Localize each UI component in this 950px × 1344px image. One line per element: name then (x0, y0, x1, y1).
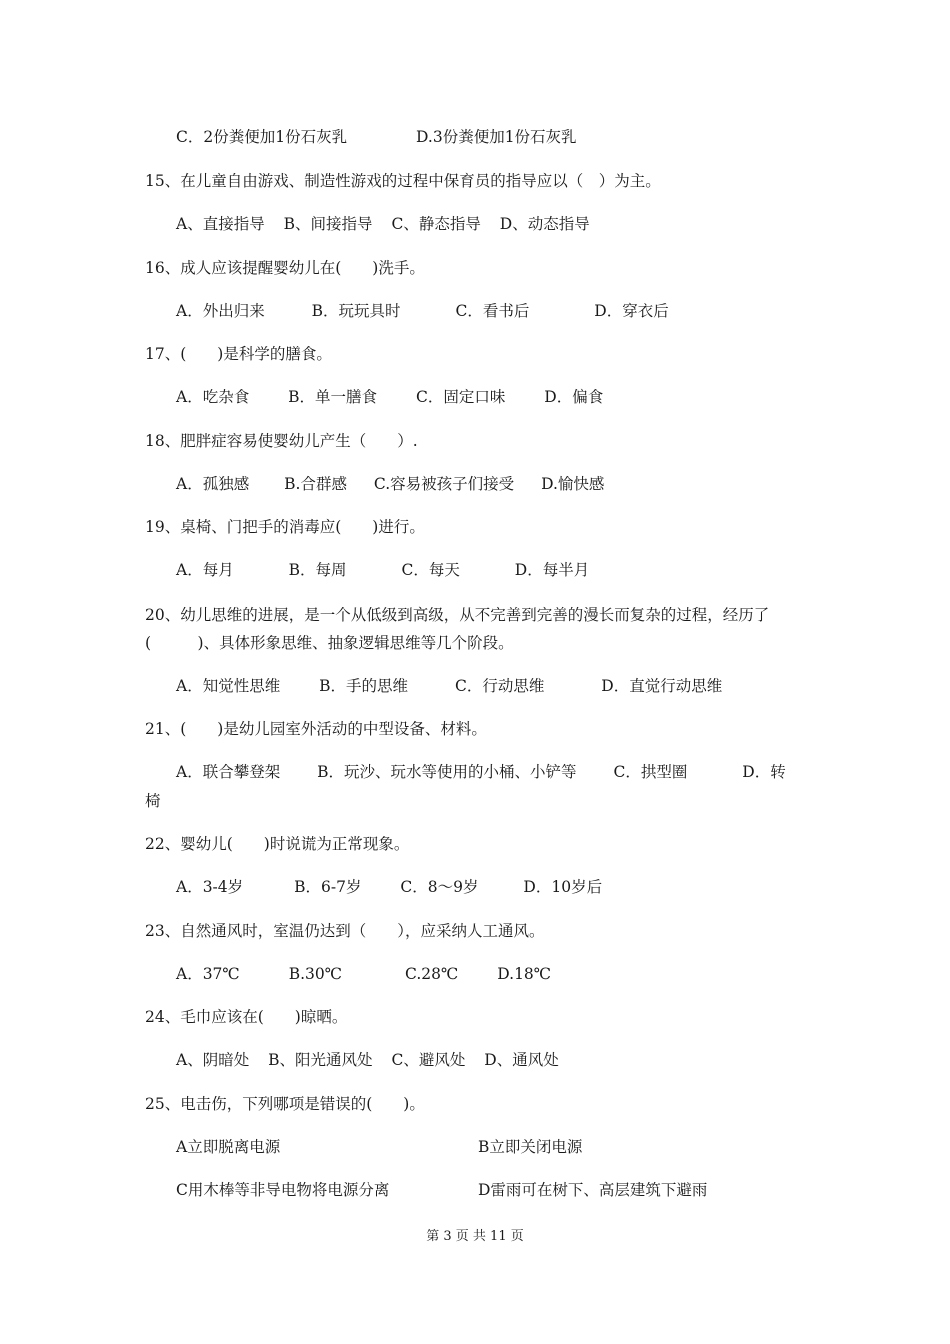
question-21: 21、( )是幼儿园室外活动的中型设备、材料。 (145, 720, 487, 738)
q25-option-d: D雷雨可在树下、高层建筑下避雨 (478, 1181, 708, 1199)
q19-option-a: A．每月 (176, 561, 234, 579)
q15-option-a: A、直接指导 (176, 215, 265, 233)
q24-options (176, 1050, 559, 1070)
q17-options (176, 387, 603, 407)
q25-option-c: C用木棒等非导电物将电源分离 (176, 1181, 390, 1199)
q17-option-c: C．固定口味 (415, 388, 506, 406)
q21-option-b: B．玩沙、玩水等使用的小桶、小铲等 (317, 763, 577, 781)
q15-option-b: B、间接指导 (283, 215, 373, 233)
q17-option-d: D．偏食 (544, 388, 604, 406)
q22-option-b: B．6-7岁 (294, 878, 362, 896)
question-17: 17、( )是科学的膳食。 (145, 345, 332, 363)
q19-option-c: C．每天 (401, 561, 460, 579)
question-19: 19、桌椅、门把手的消毒应( )进行。 (145, 518, 425, 536)
q23-option-c: C.28℃ (405, 965, 459, 983)
q20-option-b: B．手的思维 (319, 677, 409, 695)
q23-option-a: A．37℃ (176, 965, 240, 983)
question-20: 20、幼儿思维的进展，是一个从低级到高级，从不完善到完善的漫长而复杂的过程，经历了( )、具体形象思维、抽象逻辑思维等几个阶段。 (145, 606, 770, 652)
question-16: 16、成人应该提醒婴幼儿在( )洗手。 (145, 259, 425, 277)
q25-option-a: A立即脱离电源 (176, 1138, 281, 1156)
q25-option-b: B立即关闭电源 (478, 1138, 583, 1156)
question-25: 25、电击伤，下列哪项是错误的( )。 (145, 1095, 425, 1113)
q18-option-b: B.合群感 (284, 475, 347, 493)
q16-option-b: B．玩玩具时 (311, 302, 401, 320)
q15-options (176, 214, 590, 234)
q21-option-a: A．联合攀登架 (176, 763, 281, 781)
q17-option-a: A．吃杂食 (176, 388, 250, 406)
question-15: 15、在儿童自由游戏、制造性游戏的过程中保育员的指导应以（ ）为主。 (145, 172, 661, 190)
q23-option-b: B.30℃ (288, 965, 343, 983)
q14-options (176, 127, 577, 147)
q15-option-d: D、动态指导 (499, 215, 590, 233)
q19-option-b: B．每周 (288, 561, 347, 579)
q18-option-a: A．孤独感 (176, 475, 250, 493)
q17-option-b: B．单一膳食 (288, 388, 378, 406)
page-footer: 第 3 页 共 11 页 (426, 1229, 524, 1244)
q16-option-c: C．看书后 (455, 302, 530, 320)
q20-options (176, 676, 722, 696)
q23-option-d: D.18℃ (497, 965, 552, 983)
q21-option-c: C．拱型圈 (613, 763, 688, 781)
question-24: 24、毛巾应该在( )晾晒。 (145, 1008, 348, 1026)
q21-option-d-wrap: 椅 (145, 792, 161, 810)
q21-option-d: D．转 (742, 763, 786, 781)
q22-option-a: A．3-4岁 (176, 878, 244, 896)
q16-options (176, 301, 669, 321)
q24-option-c: C、避风处 (391, 1051, 466, 1069)
q18-option-c: C.容易被孩子们接受 (373, 475, 515, 493)
q16-option-a: A．外出归来 (176, 302, 265, 320)
q19-option-d: D．每半月 (514, 561, 590, 579)
q22-option-d: D．10岁后 (523, 878, 603, 896)
question-23: 23、自然通风时，室温仍达到（ ），应采纳人工通风。 (145, 922, 545, 940)
q19-options (176, 560, 589, 580)
question-22: 22、婴幼儿( )时说谎为正常现象。 (145, 835, 410, 853)
q18-option-d: D.愉快感 (541, 475, 605, 493)
q20-option-c: C．行动思维 (454, 677, 545, 695)
q24-option-b: B、阳光通风处 (268, 1051, 373, 1069)
q16-option-d: D．穿衣后 (594, 302, 669, 320)
q21-options (176, 762, 786, 782)
q14-option-d: D.3份粪便加1份石灰乳 (416, 128, 577, 146)
q23-options (176, 964, 551, 984)
q20-option-a: A．知觉性思维 (176, 677, 281, 695)
question-18: 18、肥胖症容易使婴幼儿产生（ ）. (145, 432, 418, 450)
q20-option-d: D．直觉行动思维 (601, 677, 723, 695)
q24-option-a: A、阴暗处 (176, 1051, 250, 1069)
q14-option-c: C．2份粪便加1份石灰乳 (176, 128, 348, 146)
q24-option-d: D、通风处 (484, 1051, 559, 1069)
q15-option-c: C、静态指导 (391, 215, 481, 233)
q22-option-c: C．8～9岁 (400, 878, 479, 896)
q18-options (176, 474, 604, 494)
q22-options (176, 877, 602, 897)
